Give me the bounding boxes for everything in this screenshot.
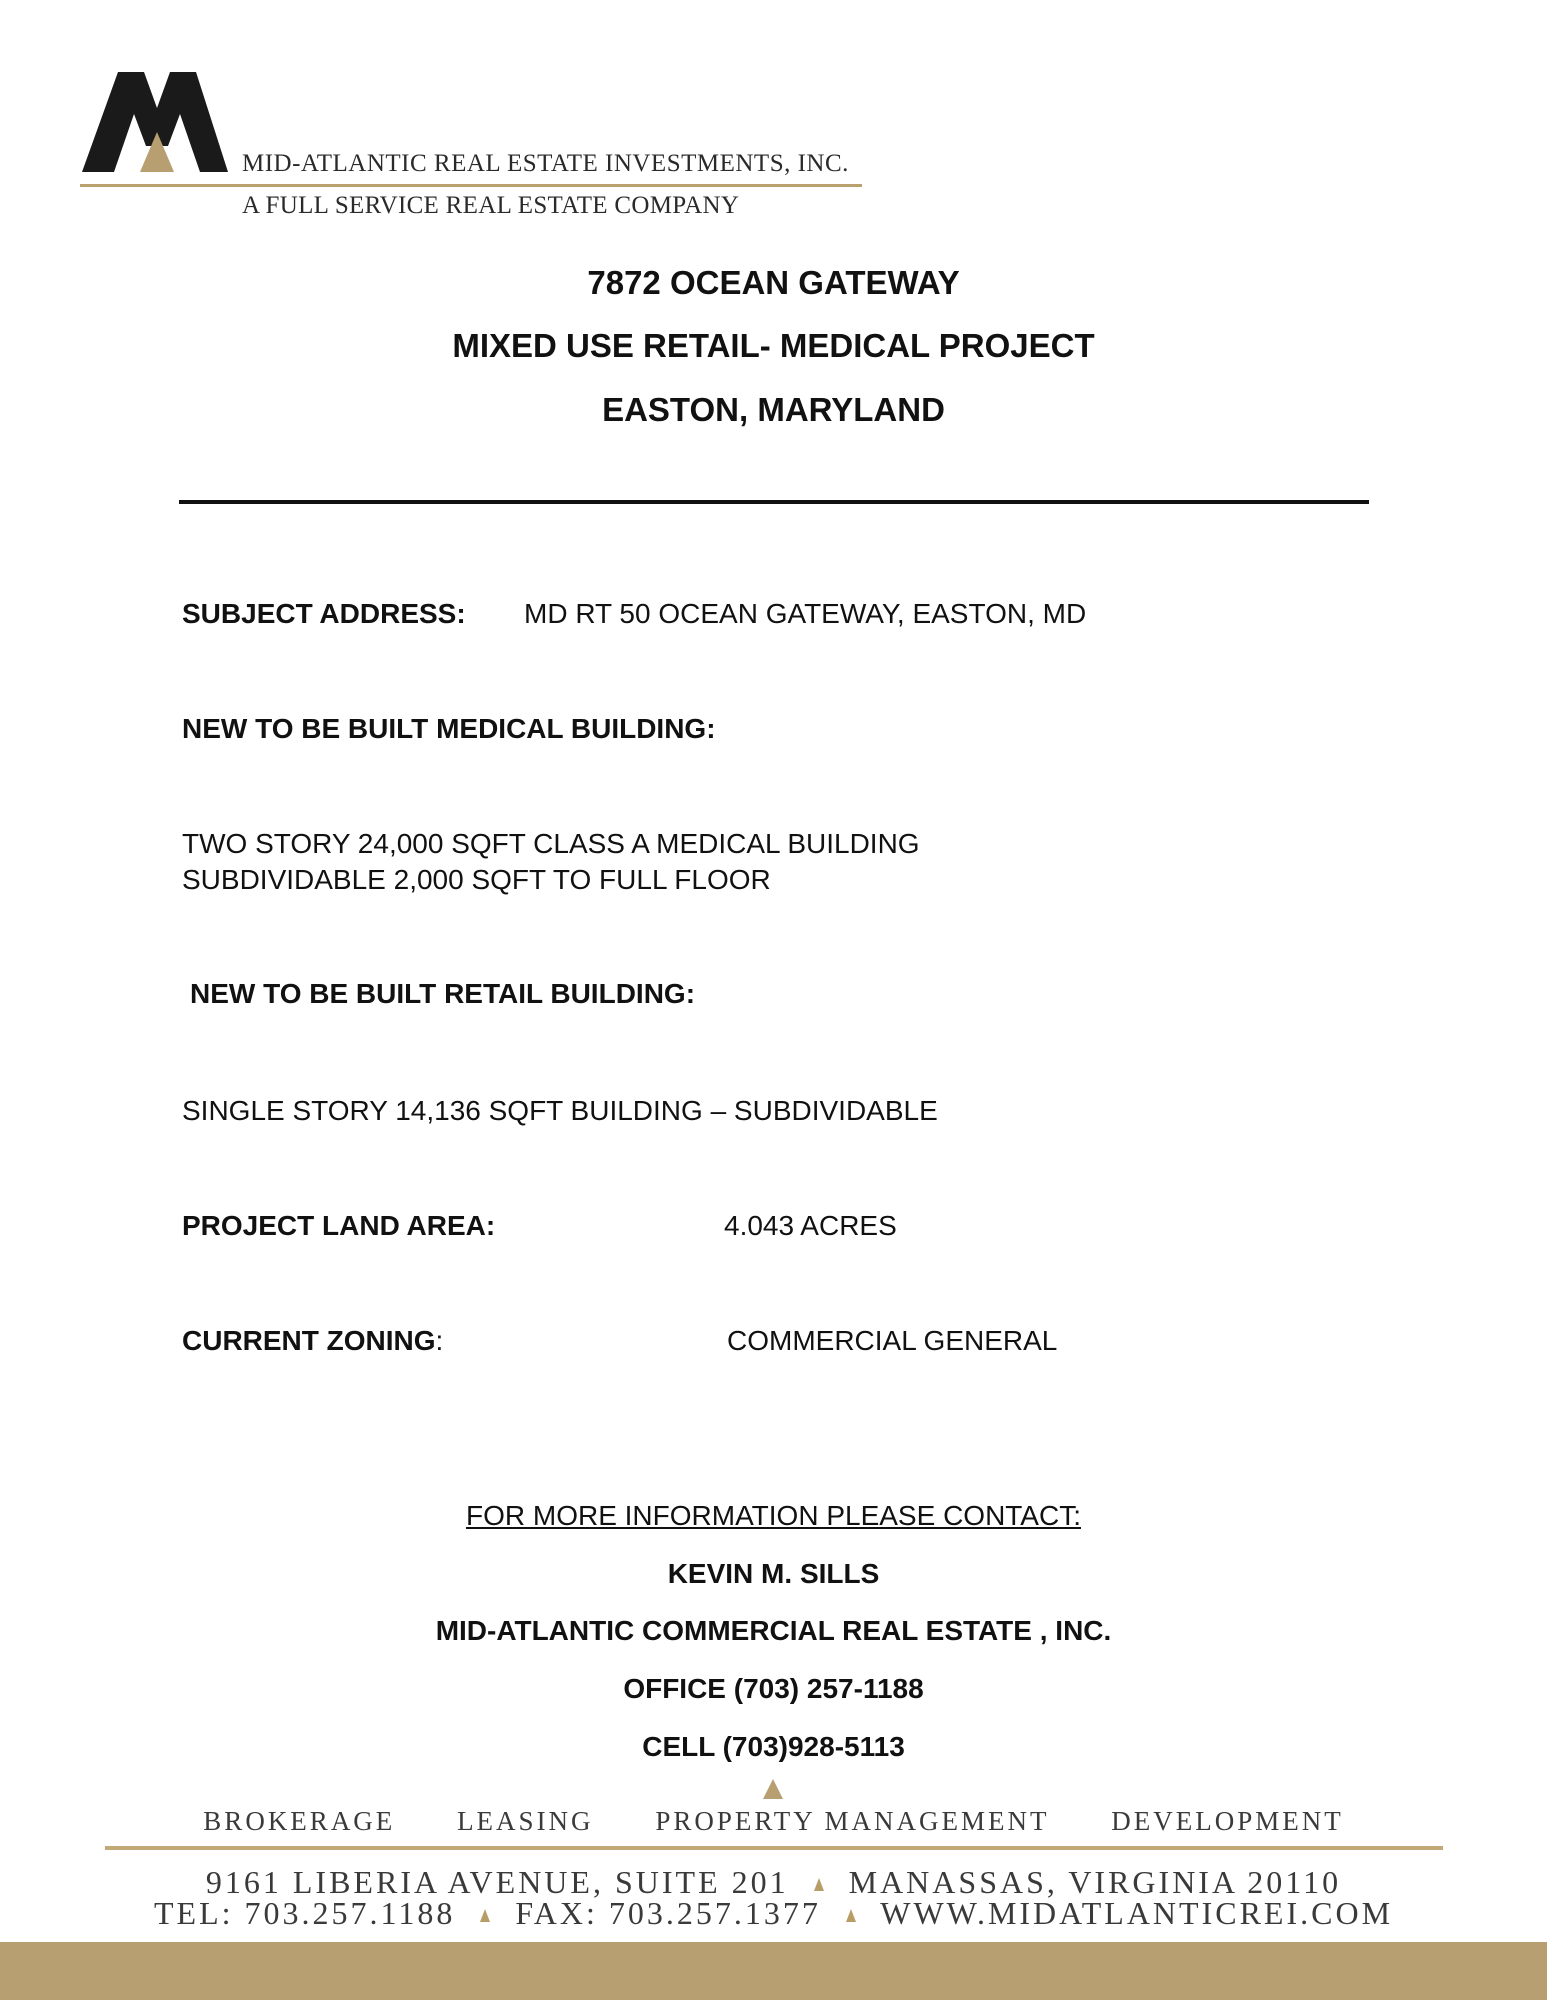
gold-triangle-icon — [814, 1878, 824, 1891]
footer-website: WWW.MIDATLANTICREI.COM — [880, 1895, 1394, 1931]
gold-triangle-icon — [763, 1779, 783, 1799]
contact-heading — [0, 1500, 1547, 1532]
subject-address-value: MD RT 50 OCEAN GATEWAY, EASTON, MD — [524, 598, 1087, 629]
footer-street-address: 9161 LIBERIA AVENUE, SUITE 201 — [205, 1864, 789, 1900]
gold-triangle-icon — [846, 1909, 856, 1922]
footer-contact-line — [0, 1895, 1547, 1932]
medical-building-label: NEW TO BE BUILT MEDICAL BUILDING: — [182, 713, 716, 744]
contact-office-phone: OFFICE (703) 257-1188 — [623, 1673, 924, 1704]
service-brokerage: BROKERAGE — [203, 1806, 396, 1836]
footer-gold-band — [0, 1942, 1547, 2000]
contact-cell-phone: CELL (703)928-5113 — [642, 1731, 905, 1762]
footer-tel: TEL: 703.257.1188 — [153, 1895, 456, 1931]
header-rule — [80, 184, 862, 187]
footer-fax: FAX: 703.257.1377 — [515, 1895, 821, 1931]
subject-address-label: SUBJECT ADDRESS: — [182, 598, 466, 629]
services-row — [0, 1806, 1547, 1837]
contact-company: MID-ATLANTIC COMMERCIAL REAL ESTATE , INC. — [435, 1615, 1112, 1646]
service-development: DEVELOPMENT — [1111, 1806, 1344, 1836]
company-name: MID-ATLANTIC REAL ESTATE INVESTMENTS, INC. — [242, 150, 849, 177]
zoning-value: COMMERCIAL GENERAL — [727, 1325, 1058, 1356]
footer-city: MANASSAS, VIRGINIA 20110 — [848, 1864, 1342, 1900]
service-leasing: LEASING — [457, 1806, 594, 1836]
retail-building-label: NEW TO BE BUILT RETAIL BUILDING: — [190, 978, 696, 1009]
gold-triangle-icon — [480, 1909, 490, 1922]
retail-building-desc: SINGLE STORY 14,136 SQFT BUILDING – SUBDIVIDABLE — [182, 1095, 938, 1126]
land-area-label: PROJECT LAND AREA: — [182, 1210, 496, 1241]
land-area-value: 4.043 ACRES — [724, 1210, 897, 1241]
title-location: EASTON, MARYLAND — [602, 391, 945, 428]
medical-building-desc-2: SUBDIVIDABLE 2,000 SQFT TO FULL FLOOR — [182, 864, 771, 895]
company-tagline: A FULL SERVICE REAL ESTATE COMPANY — [242, 192, 740, 219]
title-address: 7872 OCEAN GATEWAY — [587, 264, 960, 301]
medical-building-desc-1: TWO STORY 24,000 SQFT CLASS A MEDICAL BUILDING — [182, 828, 920, 859]
zoning-label-text: CURRENT ZONING — [182, 1325, 436, 1356]
service-property-management: PROPERTY MANAGEMENT — [655, 1806, 1050, 1836]
title-project: MIXED USE RETAIL- MEDICAL PROJECT — [452, 327, 1095, 364]
zoning-label — [182, 1325, 443, 1357]
contact-name: KEVIN M. SILLS — [667, 1558, 880, 1589]
footer-rule — [105, 1846, 1443, 1850]
contact-heading-text: FOR MORE INFORMATION PLEASE CONTACT: — [465, 1500, 1081, 1531]
zoning-colon: : — [435, 1325, 444, 1356]
m-letter-logo-icon — [82, 68, 232, 178]
title-divider — [179, 500, 1369, 504]
